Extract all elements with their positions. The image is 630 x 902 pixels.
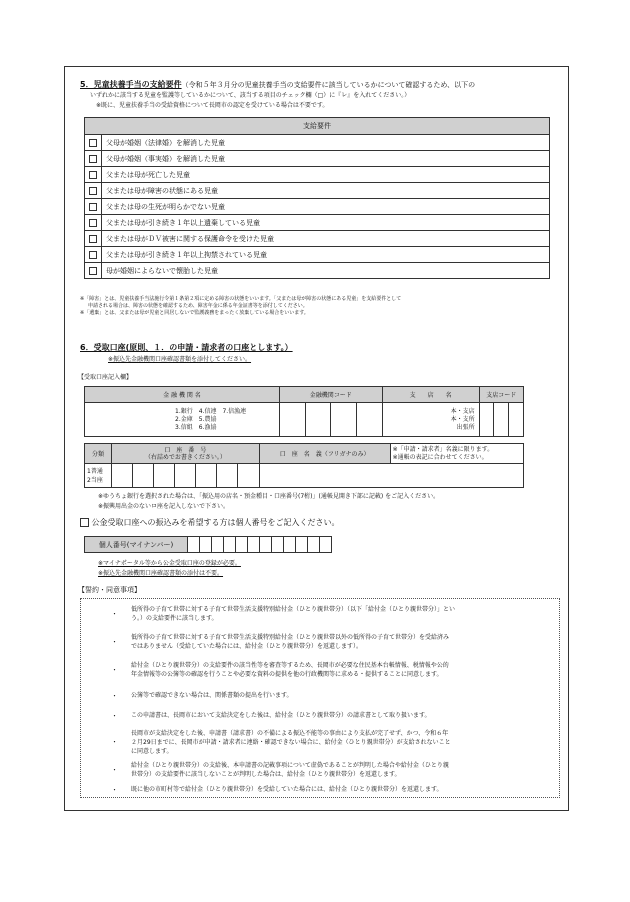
checkbox[interactable]: [89, 251, 97, 259]
checkbox[interactable]: [89, 235, 97, 243]
type-select[interactable]: [85, 464, 112, 488]
bank-types: 2.金庫 5.農協: [175, 415, 217, 423]
account-number-table: [84, 443, 524, 488]
requirement-label: 父または母がＤＶ被害に関する保護命令を受けた児童: [102, 231, 550, 247]
holder-note: ※「申請・請求者」名義に限ります。: [392, 445, 494, 453]
section5-heading-line: [80, 80, 560, 90]
holder-input[interactable]: [259, 464, 523, 488]
oath-heading: 【誓約・同意事項】: [78, 586, 141, 594]
requirement-label: 母が婚姻によらないで懐胎した児童: [102, 263, 550, 279]
requirement-label: 父または母が引き続き１年以上遺棄している児童: [102, 215, 550, 231]
table-row[interactable]: [85, 135, 550, 151]
checkbox[interactable]: [89, 203, 97, 211]
table-row[interactable]: [85, 183, 550, 199]
col-holder: 口 座 名 義（フリガナのみ）: [259, 444, 390, 464]
mynumber-digit[interactable]: [200, 537, 212, 553]
mynumber-label: 個人番号(マイナンバー): [85, 537, 188, 553]
section6-heading: 6．受取口座(原則、１．の申請・請求者の口座とします。）: [80, 343, 293, 352]
bullet: ・: [111, 692, 118, 700]
table-row[interactable]: [85, 231, 550, 247]
account-digit[interactable]: [238, 464, 259, 488]
mynumber-digit[interactable]: [308, 537, 320, 553]
table-row[interactable]: [85, 167, 550, 183]
mynumber-digit[interactable]: [260, 537, 272, 553]
checkbox[interactable]: [89, 171, 97, 179]
bullet: ・: [111, 738, 118, 746]
mynumber-digit[interactable]: [248, 537, 260, 553]
note: 申請される場合は、障害の状態を確認するため、障害年金に係る年金証書等を添付してください。: [88, 303, 308, 309]
oath-item: 長岡市が支給決定をした後、申請書（請求書）の不備による振込不能等の事由により支払が完了せず、かつ、令和６年 ２月29日までに、長岡市が申請・請求者に連絡・確認できない場合に、給付金（ひとり親世帯分）が支給されないこと に同意します。: [131, 730, 451, 755]
checkbox[interactable]: [89, 187, 97, 195]
bullet: ・: [111, 766, 118, 774]
branch-types: 出張所: [456, 423, 475, 431]
requirement-label: 父母が婚姻（事実婚）を解消した児童: [102, 151, 550, 167]
section5-line3: ※既に、児童扶養手当の受給資格について長岡市の認定を受けている場合は不要です。: [96, 102, 329, 109]
oath-box: [80, 598, 560, 798]
holder-notes: [390, 444, 523, 464]
section6-subnote: ※振込先金融機関口座確認書類を添付してください。: [108, 356, 252, 363]
oath-item: 給付金（ひとり親世帯分）の支給後、本申請書の記載事項について虚偽であることが判明した場合や給付金（ひとり親 世帯分）の支給要件に該当しないことが判明した場合は、給付金（ひとり親世帯分）を返還します。: [131, 762, 449, 778]
bank-code-digit[interactable]: [305, 403, 331, 437]
bullet: ・: [111, 610, 118, 618]
bank-code-digit[interactable]: [280, 403, 306, 437]
requirement-label: 父または母が死亡した児童: [102, 167, 550, 183]
col-bank: 金 融 機 関 名: [85, 387, 280, 403]
checkbox[interactable]: [89, 139, 97, 147]
col-account-no-label: 口 座 番 号: [164, 446, 207, 454]
mynumber-note-1: ※マイナポータル等から公金受取口座の登録が必要。: [98, 560, 241, 567]
oath-item: 公簿等で確認できない場合は、関係書類の提出を行います。: [131, 692, 293, 699]
col-account-no-sub: （右詰めでお書きください。）: [144, 453, 226, 461]
bullet: ・: [111, 712, 118, 720]
branch-name-input[interactable]: [382, 403, 479, 437]
note: ※「障害」とは、児童扶養手当法施行令第１条第２項に定める障害の状態をいいます。「父または母が障害の状態にある児童」を支給要件として: [80, 296, 402, 302]
table-row[interactable]: [85, 215, 550, 231]
checkbox[interactable]: [89, 155, 97, 163]
bank-name-input[interactable]: [85, 403, 280, 437]
account-digit[interactable]: [217, 464, 238, 488]
oath-item: この申請書は、長岡市において支給決定をした後は、給付金（ひとり親世帯分）の請求書として取り扱います。: [131, 712, 431, 719]
bullet: ・: [111, 786, 118, 794]
table-row[interactable]: [85, 199, 550, 215]
type-option[interactable]: 1普通: [87, 467, 103, 475]
table-row[interactable]: [85, 247, 550, 263]
bank-types: 3.信組 6.漁協: [175, 423, 217, 431]
oath-item: 給付金（ひとり親世帯分）の支給要件の該当性等を審査等するため、長岡市が必要な住民基本台帳情報、税情報や公的 年金情報等の公簿等の確認を行うことや必要な資料の提供を他の行政機関等に求める・提供することに同意します。: [131, 662, 449, 678]
mynumber-table: [84, 536, 332, 553]
section5-line2: いずれかに該当する児童を監護等しているかについて、該当する項目のチェック欄（□）に『レ』を入れてください。）: [90, 92, 411, 99]
account-digit[interactable]: [196, 464, 217, 488]
requirement-label: 父または母が障害の状態にある児童: [102, 183, 550, 199]
public-account-line: [80, 518, 340, 528]
note: ※「遺棄」とは、父または母が児童と同居しないで監護義務をまったく放棄している場合をいいます。: [80, 310, 309, 316]
col-bank-code: 金融機関コード: [280, 387, 383, 403]
bank-code-digit[interactable]: [356, 403, 382, 437]
account-table: [84, 386, 524, 437]
section5-heading-note: （令和５年３月分の児童扶養手当の支給要件に該当しているかについて確認するため、以下の: [181, 81, 476, 89]
col-type: 分類: [85, 444, 112, 464]
public-account-text: 公金受取口座への振込みを希望する方は個人番号をご記入ください。: [91, 518, 340, 527]
branch-code-digit[interactable]: [494, 403, 509, 437]
yucho-note: ※ゆうちょ銀行を選択された場合は、「振込用の店名・預金種目・口座番号(7桁)」(通帳見開き下部に記載) をご記入ください。: [98, 493, 440, 500]
mynumber-digit[interactable]: [236, 537, 248, 553]
mynumber-digit[interactable]: [284, 537, 296, 553]
mynumber-digit[interactable]: [212, 537, 224, 553]
requirement-label: 父または母が引き続き１年以上拘禁されている児童: [102, 247, 550, 263]
branch-code-digit[interactable]: [479, 403, 494, 437]
bank-types: 1.銀行 4.信連 7.信漁連: [175, 407, 247, 415]
account-digit[interactable]: [154, 464, 175, 488]
col-branch-code: 支店コード: [479, 387, 523, 403]
account-box-label: 【受取口座記入欄】: [78, 374, 133, 381]
oath-item: 既に他の市町村等で給付金（ひとり親世帯分）を受給していた場合には、給付金（ひとり親世帯分）を返還します。: [131, 786, 443, 793]
col-account-no: [112, 444, 260, 464]
account-digit[interactable]: [175, 464, 196, 488]
account-digit[interactable]: [112, 464, 133, 488]
mynumber-digit[interactable]: [188, 537, 200, 553]
bullet: ・: [111, 638, 118, 646]
requirement-label: 父または母の生死が明らかでない児童: [102, 199, 550, 215]
branch-types: 本・支店: [450, 407, 475, 415]
mynumber-digit[interactable]: [272, 537, 284, 553]
branch-types: 本・支所: [450, 415, 475, 423]
requirements-header: 支給要件: [85, 118, 550, 135]
yucho-note-2: ※振興用出金のないロ座を記入しないで下さい。: [98, 503, 230, 510]
requirements-table: [84, 117, 550, 279]
checkbox[interactable]: [89, 267, 97, 275]
oath-item: 低所得の子育て世帯に対する子育て世帯生活支援特別給付金（ひとり親世帯分）（以下「給付金（ひとり親世帯分）」とい う。）の支給要件に該当します。: [131, 606, 456, 622]
table-row[interactable]: [85, 263, 550, 279]
mynumber-digit[interactable]: [224, 537, 236, 553]
bullet: ・: [111, 666, 118, 674]
section5-notes: [80, 296, 560, 317]
branch-code-digit[interactable]: [509, 403, 524, 437]
account-digit[interactable]: [133, 464, 154, 488]
checkbox[interactable]: [89, 219, 97, 227]
type-option[interactable]: 2当座: [87, 476, 103, 484]
bank-code-digit[interactable]: [331, 403, 357, 437]
mynumber-digit[interactable]: [320, 537, 332, 553]
col-branch: 支 店 名: [382, 387, 479, 403]
table-row[interactable]: [85, 151, 550, 167]
requirement-label: 父母が婚姻（法律婚）を解消した児童: [102, 135, 550, 151]
section5-heading: 5．児童扶養手当の支給要件: [80, 80, 182, 89]
public-account-checkbox[interactable]: [80, 518, 89, 527]
mynumber-note-2: ※振込先金融機関口座確認書類の添付は不要。: [98, 570, 224, 577]
mynumber-digit[interactable]: [296, 537, 308, 553]
holder-note: ※通帳の表記に合わせてください。: [392, 453, 488, 461]
oath-item: 低所得の子育て世帯に対する子育て世帯生活支援特別給付金（ひとり親世帯以外の低所得の子育て世帯分）を受給済み ではありません（受給していた場合には、給付金（ひとり親世帯分）を返還します）。: [131, 634, 450, 650]
